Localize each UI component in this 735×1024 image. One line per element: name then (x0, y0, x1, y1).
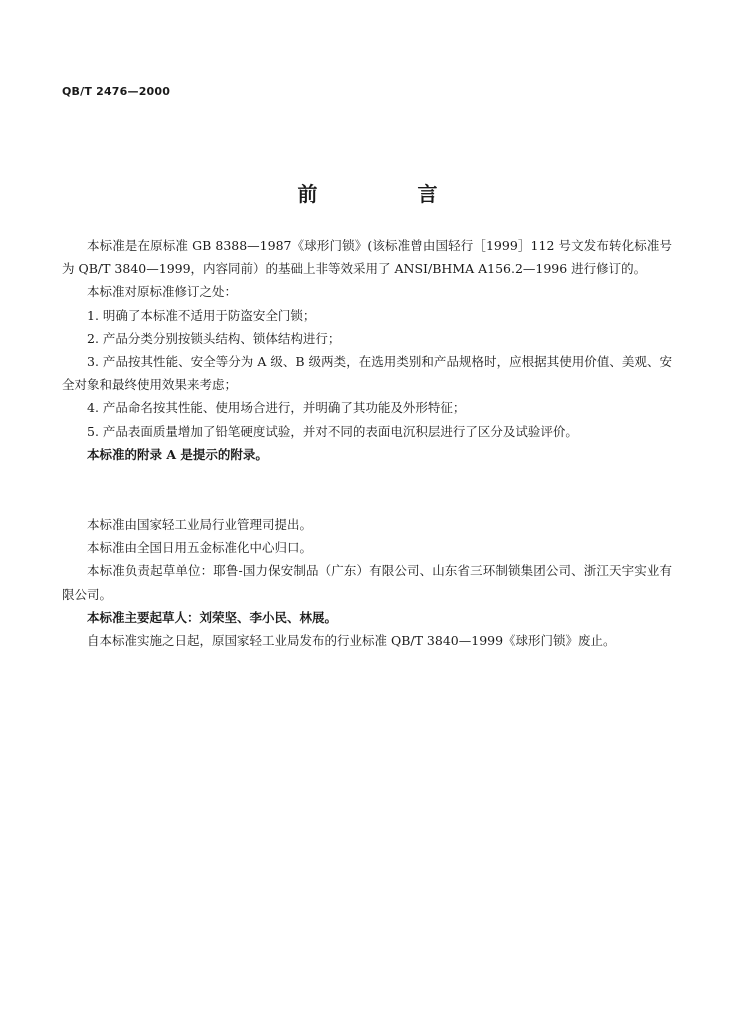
revision-item-2: 2. 产品分类分别按锁头结构、锁体结构进行； (87, 330, 341, 346)
page-title: 前 言 (297, 182, 478, 206)
revision-item-5: 5. 产品表面质量增加了铅笔硬度试验，并对不同的表面电沉积层进行了区分及试验评价。 (87, 423, 578, 439)
paragraph-basis: 本标准是在原标准 GB 8388—1987《球形门锁》(该标准曾由国轻行［1999］112 号文发布转化标准号为 QB/T 3840—1999，内容同前）的基础上非等效采用了 ANSI/BHMA A156.2—1996 进行修订的。 (62, 238, 672, 277)
paragraph-centralized-by: 本标准由全国日用五金标准化中心归口。 (87, 540, 313, 556)
revision-item-1: 1. 明确了本标准不适用于防盗安全门锁； (87, 307, 316, 323)
paragraph-drafting-units: 本标准负责起草单位：耶鲁-国力保安制品（广东）有限公司、山东省三环制锁集团公司、浙江天宇实业有限公司。 (62, 563, 672, 602)
paragraph-revisions-intro: 本标准对原标准修订之处： (87, 284, 238, 300)
paragraph-drafters: 本标准主要起草人：刘荣坚、李小民、林展。 (87, 609, 338, 625)
foreword-section-2 (62, 513, 672, 652)
paragraph-appendix-note: 本标准的附录 A 是提示的附录。 (87, 446, 268, 462)
standard-code: QB/T 2476—2000 (62, 85, 171, 98)
paragraph-proposed-by: 本标准由国家轻工业局行业管理司提出。 (87, 517, 313, 532)
revision-item-4: 4. 产品命名按其性能、使用场合进行，并明确了其功能及外形特征； (87, 400, 466, 416)
revision-item-3: 3. 产品按其性能、安全等分为 A 级、B 级两类，在选用类别和产品规格时，应根据其使用价值、美观、安全对象和最终使用效果来考虑； (62, 354, 672, 393)
foreword-section-1 (62, 234, 672, 466)
paragraph-supersedes: 自本标准实施之日起，原国家轻工业局发布的行业标准 QB/T 3840—1999《球形门锁》废止。 (87, 633, 616, 649)
